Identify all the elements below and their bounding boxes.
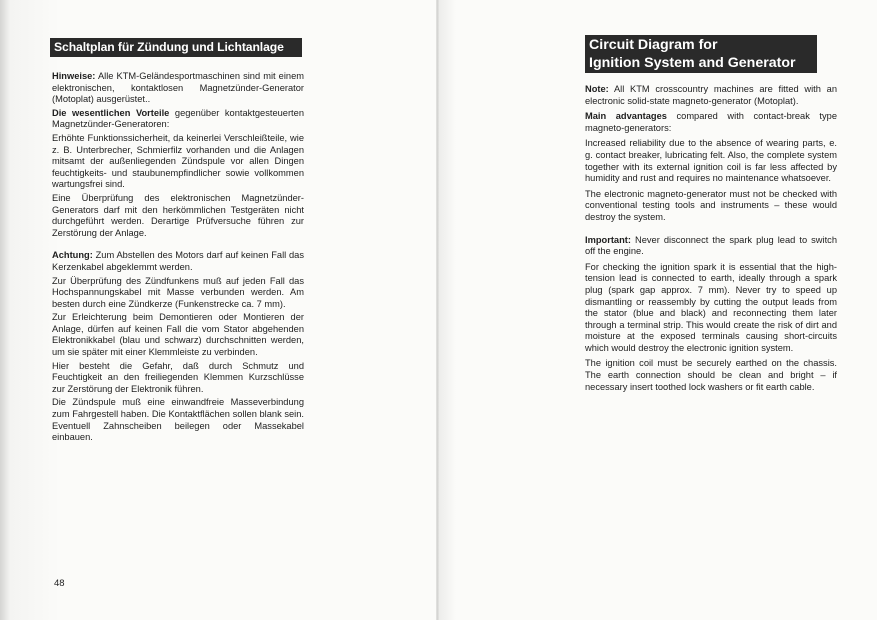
paragraph-text: Zur Überprüfung des Zündfunkens muß auf jeden Fall das Hochspannungskabel mit Masse verbunden werden. Am besten durch eine Zündkerze (Funkenstrecke ca. 7 mm). [52,275,304,309]
paragraph-lead: Note: [585,84,609,94]
paragraph-text: Eine Überprüfung des elektronischen Magnetzünder-Generators darf mit den herkömmlichen Testgeräten nicht durchgeführt werden. Derartige Prüfversuche führen zur Zerstörung der Anlage. [52,192,304,238]
paragraph-text: The electronic magneto-generator must not be checked with conventional testing tools and instruments – these would destroy the system. [585,188,837,222]
paragraph-text: Increased reliability due to the absence of wearing parts, e. g. contact breaker, lubricating felt. Also, the complete system together with its external ignition coil is far less affected by humidity and rust and requires no maintenance whatsoever. [585,138,837,184]
left-heading: Schaltplan für Zündung und Lichtanlage [50,38,302,57]
right-paragraph [585,84,837,107]
paragraph-lead: Hinweise: [52,71,96,81]
paragraph-lead: Achtung: [52,250,93,261]
paragraph-text: Alle KTM-Geländesportmaschinen sind mit einem elektronischen, kontaktlosen Magnetzünder-Generator (Motoplat) ausgerüstet.. [52,71,304,105]
paragraph-text: Never disconnect the spark plug lead to switch off the engine. [585,234,837,257]
left-paragraph [52,133,304,191]
right-paragraph [585,189,837,224]
paragraph-text: Zum Abstellen des Motors darf auf keinen Fall das Kerzenkabel abgeklemmt werden. [52,250,304,272]
right-heading [585,35,817,73]
left-paragraph [52,250,304,273]
right-heading-line-2: Ignition System and Generator [589,55,796,71]
paragraph-lead: Main advantages [585,111,667,122]
paragraph-text: All KTM crosscountry machines are fitted with an electronic solid-state magneto-generator (Motoplat). [585,84,837,106]
right-paragraph [585,111,837,134]
left-paragraph [52,312,304,358]
paragraph-lead: Die wesentlichen Vorteile [52,107,170,118]
paragraph-text: gegenüber kontaktgesteuerten Magnetzünder-Generatoren: [52,107,304,130]
right-paragraph [585,138,837,184]
book-gutter [436,0,439,620]
paragraph-text: For checking the ignition spark it is essential that the high-tension lead is connected to earth, ideally through a spark plug (spark gap approx. 7 mm). Never try to speed up dismantling or reassembly by cutting the output leads from the stator (blue and black) and reconnecting them later through a terminal strip. This would create the risk of dirt and moisture at the exposed terminals causing short-circuits which would destroy the electronic ignition system. [585,261,837,353]
right-heading-line-1: Circuit Diagram for [589,37,718,53]
paragraph-text: Hier besteht die Gefahr, daß durch Schmutz und Feuchtigkeit an den freiliegenden Klemmen Kurzschlüsse zur Zerstörung der Elektronik führen. [52,360,304,394]
left-paragraph [52,361,304,396]
paragraph-text: Erhöhte Funktionssicherheit, da keinerlei Verschleißteile, wie z. B. Unterbrecher, Schmierfilz vorhanden und die Anlagen mitsamt der außenliegenden Zündspule vor allen Dingen feuchtigkeits- und staubunempfindlicher sowie vollkommen wartungsfrei sind. [52,132,304,190]
left-paragraph [52,397,304,443]
right-column [585,84,837,395]
paragraph-text: Die Zündspule muß eine einwandfreie Masseverbindung zum Fahrgestell haben. Die Kontaktflächen sollen blank sein. Eventuell Zahnscheiben beilegen oder Massekabel einbauen. [52,397,304,443]
page-number: 48 [54,578,65,589]
right-paragraph [585,358,837,393]
paragraph-lead: Important: [585,234,631,245]
paragraph-text: compared with contact-break type magneto-generators: [585,111,838,133]
left-paragraph [52,276,304,311]
paragraph-text: Zur Erleichterung beim Demontieren oder Montieren der Anlage, dürfen auf keinen Fall die vom Stator abgehenden Elektronikkabel (blau und schwarz) durchschnitten werden, um sie später mit einer Klemmleiste zu verbinden. [52,312,304,358]
left-paragraph [52,108,304,131]
right-paragraph [585,235,837,258]
paragraph-text: The ignition coil must be securely earthed on the chassis. The earth connection should be clean and bright – if necessary insert toothed lock washers or fit earth cable. [585,358,837,392]
left-paragraph [52,71,304,106]
left-column [52,71,304,446]
left-paragraph [52,193,304,239]
right-paragraph [585,262,837,355]
